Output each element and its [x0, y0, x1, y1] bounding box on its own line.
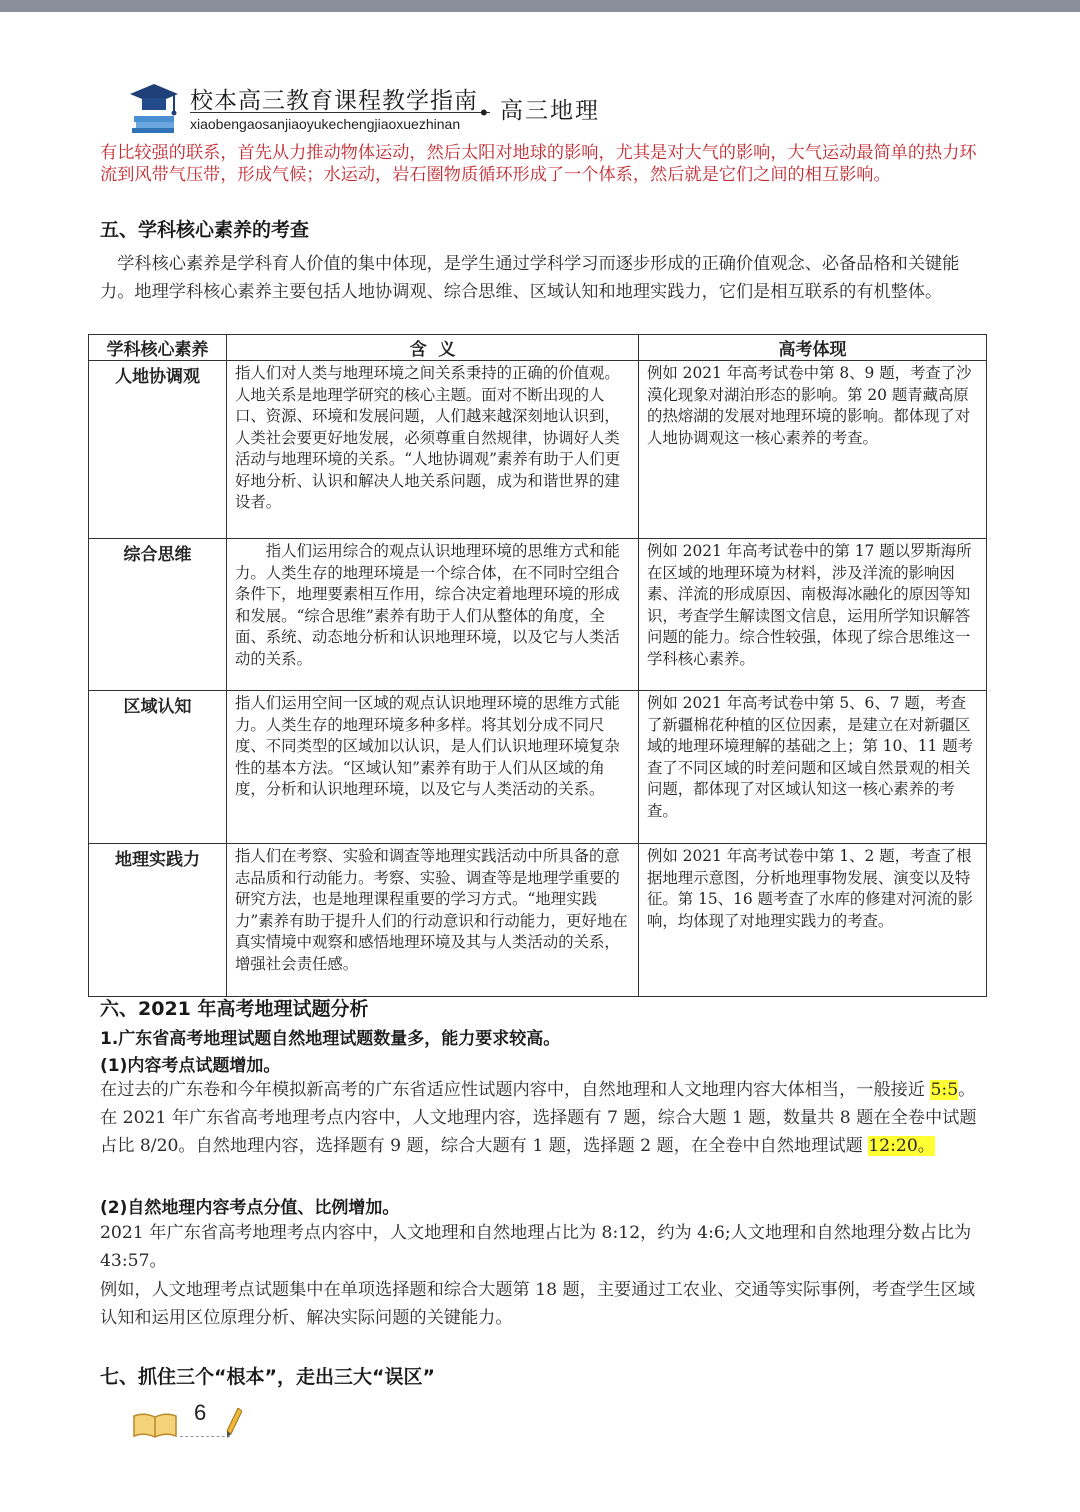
section-7-heading: 七、抓住三个“根本”，走出三大“误区”: [100, 1366, 435, 1388]
header-divider: [190, 112, 490, 113]
page-header: [128, 78, 1028, 138]
section-6-paragraph-2: 2021 年广东省高考地理考点内容中，人文地理和自然地理占比为 8:12，约为 4:6;人文地理和自然地理分数占比为 43:57。: [100, 1223, 972, 1271]
header-pinyin: xiaobengaosanjiaoyukechengjiaoxuezhinan: [190, 116, 461, 132]
competency-exam: 例如 2021 年高考试卷中第 5、6、7 题，考查了新疆棉花种植的区位因素，是建立在对新疆区域的地理环境理解的基础之上；第 10、11 题考查了不同区域的时差问题和区域自然景观的相关问题，都体现了对区域认知这一核心素养的考查。: [639, 691, 987, 844]
table-row: [89, 539, 987, 691]
highlight-ratio: 5:5: [930, 1080, 959, 1100]
section-6-subheading-1b: (2)自然地理内容考点分值、比例增加。: [100, 1198, 400, 1218]
section-6-heading: 六、2021 年高考地理试题分析: [100, 998, 369, 1020]
page-number: 6: [194, 1400, 207, 1425]
pencil-icon: [226, 1408, 242, 1438]
section-6-paragraph-3: 例如，人文地理考点试题集中在单项选择题和综合大题第 18 题，主要通过工农业、交通等实际事例，考查学生区域认知和运用区位原理分析、解决实际问题的关键能力。: [100, 1280, 975, 1328]
competency-exam: 例如 2021 年高考试卷中的第 17 题以罗斯海所在区域的地理环境为材料，涉及洋流的影响因素、洋流的形成原因、南极海冰融化的原因等知识，考查学生解读图文信息，运用所学知识解答问题的能力。综合性较强，体现了综合思维这一学科核心素养。: [639, 539, 987, 691]
table-header-row: [89, 335, 987, 361]
competency-exam: 例如 2021 年高考试卷中第 8、9 题，考查了沙漠化现象对湖泊形态的影响。第 20 题青藏高原的热熔湖的发展对地理环境的影响。都体现了对人地协调观这一核心素养的考查。: [639, 361, 987, 539]
table-row: [89, 691, 987, 844]
competency-definition: 指人们运用综合的观点认识地理环境的思维方式和能力。人类生存的地理环境是一个综合体，在不同时空组合条件下，地理要素相互作用，综合决定着地理环境的形成和发展。“综合思维”素养有助于人们从整体的角度，全面、系统、动态地分析和认识地理环境，以及它与人类活动的关系。: [227, 539, 639, 691]
competency-exam: 例如 2021 年高考试卷中第 1、2 题，考查了根据地理示意图，分析地理事物发展、演变以及特征。第 15、16 题考查了水库的修建对河流的影响，均体现了对地理实践力的考查。: [639, 844, 987, 997]
header-title: 校本高三教育课程教学指南: [190, 87, 478, 113]
competency-name: 综合思维: [89, 539, 227, 691]
competency-definition: 指人们对人类与地理环境之间关系秉持的正确的价值观。人地关系是地理学研究的核心主题。面对不断出现的人口、资源、环境和发展问题，人们越来越深刻地认识到，人类社会要更好地发展，必须尊重自然规律，协调好人类活动与地理环境的关系。“人地协调观”素养有助于人们更好地分析、认识和解决人地关系问题，成为和谐世界的建设者。: [227, 361, 639, 539]
section-6-paragraph-1: [100, 1076, 982, 1160]
intro-red-paragraph: 有比较强的联系，首先从力推动物体运动，然后太阳对地球的影响，尤其是对大气的影响，大气运动最简单的热力环流到风带气压带，形成气候；水运动，岩石圈物质循环形成了一个体系，然后就是它们之间的相互影响。: [100, 143, 977, 185]
competency-definition: 指人们在考察、实验和调查等地理实践活动中所具备的意志品质和行动能力。考察、实验、调查等是地理学重要的研究方法，也是地理课程重要的学习方式。“地理实践力”素养有助于提升人们的行动意识和行动能力，更好地在真实情境中观察和感悟地理环境及其与人类活动的关系，增强社会责任感。: [227, 844, 639, 997]
table-row: [89, 361, 987, 539]
section-6-subheading-1a: (1)内容考点试题增加。: [100, 1056, 281, 1076]
header-dot: •: [480, 100, 488, 125]
header-subject: 高三地理: [500, 98, 600, 124]
table-row: [89, 844, 987, 997]
table-header-cell: 学科核心素养: [89, 335, 227, 361]
competency-name: 人地协调观: [89, 361, 227, 539]
core-competency-table: [88, 334, 987, 997]
competency-name: 地理实践力: [89, 844, 227, 997]
table-header-cell: 含 义: [227, 335, 639, 361]
section-6-subheading-1: 1.广东省高考地理试题自然地理试题数量多，能力要求较高。: [100, 1029, 561, 1049]
section-5-heading: 五、学科核心素养的考查: [100, 219, 310, 241]
paragraph-text: 在过去的广东卷和今年模拟新高考的广东省适应性试题内容中，自然地理和人文地理内容大体相当，一般接近: [100, 1080, 931, 1100]
open-book-icon: [132, 1408, 178, 1440]
competency-name: 区域认知: [89, 691, 227, 844]
table-header-cell: 高考体现: [639, 335, 987, 361]
paragraph-text: 。在 2021 年广东省高考地理考点内容中，人文地理内容，选择题有 7 题，综合大题 1 题，数量共 8 题在全卷中试题占比 8/20。自然地理内容，选择题有 9 题，综合大题有 1 题，选择题 2 题，在全卷中自然地理试题: [100, 1080, 977, 1156]
competency-definition: 指人们运用空间一区域的观点认识地理环境的思维方式能力。人类生存的地理环境多种多样。将其划分成不同尺度、不同类型的区域加以认识，是人们认识地理环境复杂性的基本方法。“区域认知”素养有助于人们从区域的角度，分析和认识地理环境，以及它与人类活动的关系。: [227, 691, 639, 844]
top-bar: [0, 0, 1080, 12]
footer-line: [180, 1436, 230, 1437]
highlight-ratio: 12:20。: [868, 1136, 935, 1156]
section-5-paragraph: 学科核心素养是学科育人价值的集中体现，是学生通过学科学习而逐步形成的正确价值观念、必备品格和关键能力。地理学科核心素养主要包括人地协调观、综合思维、区域认知和地理实践力，它们是相互联系的有机整体。: [100, 254, 960, 302]
graduation-cap-logo-icon: [128, 78, 180, 134]
